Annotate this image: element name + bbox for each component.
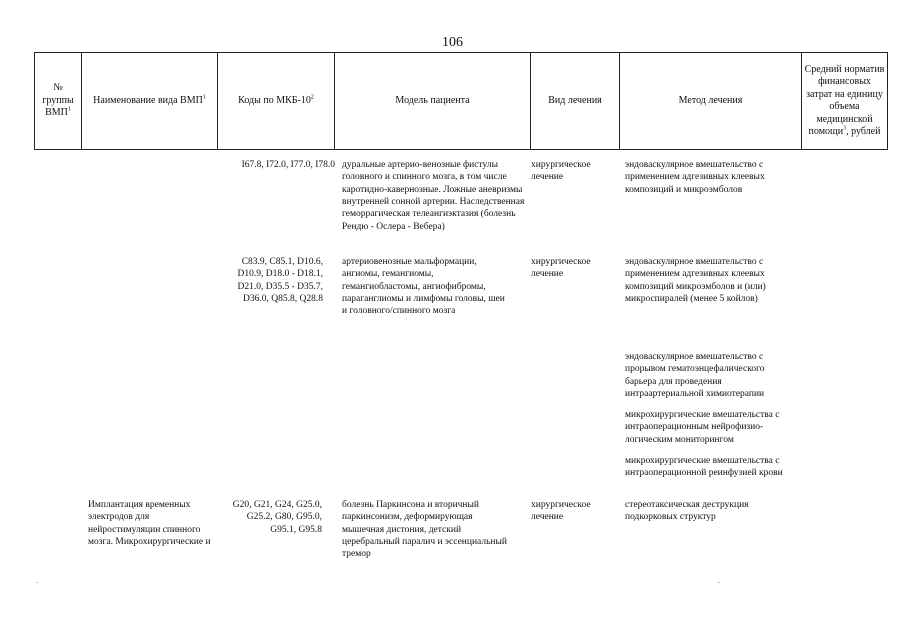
treatment-method: эндоваскулярное вмешательство с применением адгезивных клеевых композиций и микроэмболов (625, 160, 765, 195)
icd-codes: C83.9, C85.1, D10.6, D10.9, D18.0 - D18.1, D21.0, D35.5 - D35.7, D36.0, Q85.8, Q28.8 (237, 257, 323, 305)
scan-artifact (718, 582, 720, 583)
treatment-method: микрохирургические вмешательства с интраоперационной реинфузией крови (625, 456, 783, 479)
icd-codes: G20, G21, G24, G25.0, G25.2, G80, G95.0, G95.1, G95.8 (232, 500, 322, 535)
treatment-method: стереотаксическая деструкция подкорковых структур (625, 500, 749, 523)
table-header (34, 52, 888, 150)
treatment-type: хирургическое лечение (531, 500, 591, 523)
treatment-type: хирургическое лечение (531, 160, 591, 183)
treatment-method: микрохирургические вмешательства с интраоперационным нейрофизио-логическим мониторингом (625, 410, 780, 445)
treatment-type: хирургическое лечение (531, 257, 591, 280)
header-group-no: № группы ВМП$^1$ (42, 82, 74, 119)
header-treatment-method: Метод лечения (678, 94, 743, 106)
header-average-cost: Средний норматив финансовых затрат на единицу объема медицинской помощи$^3$, рублей (804, 63, 885, 137)
scan-artifact (36, 582, 38, 583)
page-number: 106 (442, 35, 463, 50)
icd-codes: I67.8, I72.0, I77.0, I78.0 (241, 160, 335, 170)
column-divider (887, 53, 888, 149)
header-patient-model: Модель пациента (395, 94, 470, 106)
patient-model: дуральные артерио-венозные фистулы головного и спинного мозга, в том числе каротидно-кавернозные. Ложные аневризмы внутренней сонной артерии. Наследственная геморрагическая телеангиэктазия (болезнь Рендю - Ослера - Вебера) (342, 160, 525, 232)
treatment-method: эндоваскулярное вмешательство с прорывом гематоэнцефалического барьера для проведения интраартериальной химиотерапии (625, 352, 765, 400)
treatment-method: эндоваскулярное вмешательство с применением адгезивных клеевых композиций микроэмболов и (или) микроспиралей (менее 5 койлов) (625, 257, 766, 305)
header-vmp-name: Наименование вида ВМП$^1$ (93, 94, 206, 106)
vmp-name: Имплантация временных электродов для нейростимуляции спинного мозга. Микрохирургические и (88, 500, 211, 548)
header-icd-codes: Коды по МКБ-$10^2$ (238, 94, 314, 106)
patient-model: артериовенозные мальформации, ангиомы, гемангиомы, гемангиобластомы, ангиофибромы, параганглиомы и лимфомы головы, шеи и головного/спинного мозга (342, 257, 505, 317)
header-treatment-type: Вид лечения (548, 94, 602, 106)
patient-model: болезнь Паркинсона и вторичный паркинсонизм, деформирующая мышечная дистония, детский церебральный паралич и эссенциальный тремор (342, 500, 507, 560)
